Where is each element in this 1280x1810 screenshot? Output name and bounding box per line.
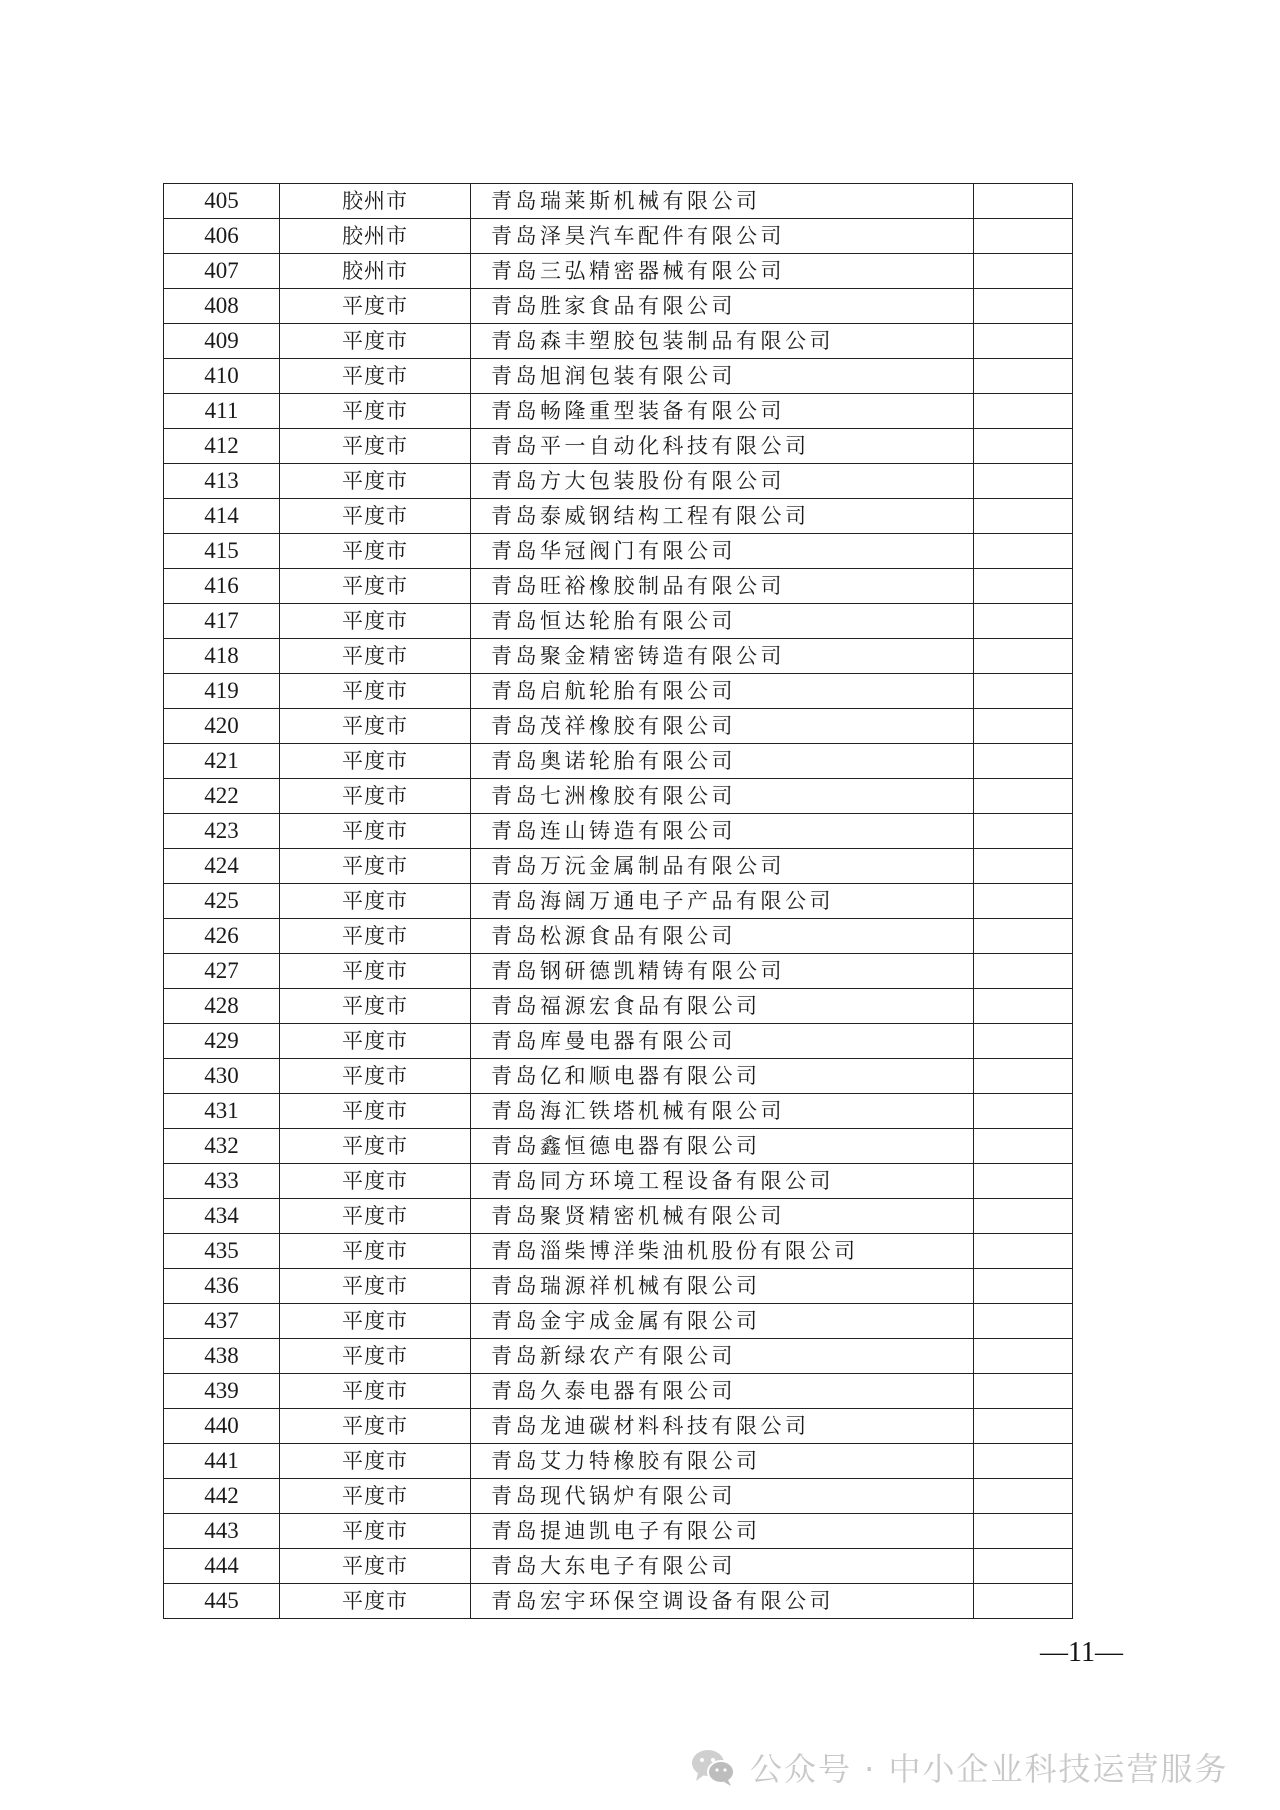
row-number-cell: 445: [164, 1584, 280, 1619]
company-name-cell: 青岛大东电子有限公司: [471, 1549, 974, 1584]
note-cell: [974, 1374, 1073, 1409]
table-row: [164, 849, 1073, 884]
table-row: [164, 429, 1073, 464]
row-number-cell: 444: [164, 1549, 280, 1584]
city-cell: 平度市: [280, 1269, 471, 1304]
note-cell: [974, 954, 1073, 989]
row-number-cell: 423: [164, 814, 280, 849]
table-row: [164, 464, 1073, 499]
row-number-cell: 409: [164, 324, 280, 359]
company-name-cell: 青岛提迪凯电子有限公司: [471, 1514, 974, 1549]
row-number-cell: 430: [164, 1059, 280, 1094]
table-row: [164, 814, 1073, 849]
note-cell: [974, 1059, 1073, 1094]
note-cell: [974, 1269, 1073, 1304]
row-number-cell: 407: [164, 254, 280, 289]
city-cell: 平度市: [280, 429, 471, 464]
city-cell: 平度市: [280, 604, 471, 639]
table-row: [164, 989, 1073, 1024]
company-name-cell: 青岛恒达轮胎有限公司: [471, 604, 974, 639]
note-cell: [974, 254, 1073, 289]
city-cell: 平度市: [280, 534, 471, 569]
city-cell: 平度市: [280, 1094, 471, 1129]
company-name-cell: 青岛聚金精密铸造有限公司: [471, 639, 974, 674]
note-cell: [974, 1479, 1073, 1514]
note-cell: [974, 779, 1073, 814]
table-row: [164, 289, 1073, 324]
note-cell: [974, 744, 1073, 779]
table-row: [164, 674, 1073, 709]
company-name-cell: 青岛松源食品有限公司: [471, 919, 974, 954]
note-cell: [974, 534, 1073, 569]
note-cell: [974, 1094, 1073, 1129]
note-cell: [974, 709, 1073, 744]
city-cell: 平度市: [280, 1199, 471, 1234]
city-cell: 平度市: [280, 324, 471, 359]
note-cell: [974, 1199, 1073, 1234]
company-name-cell: 青岛福源宏食品有限公司: [471, 989, 974, 1024]
note-cell: [974, 289, 1073, 324]
company-name-cell: 青岛奥诺轮胎有限公司: [471, 744, 974, 779]
table-row: [164, 1444, 1073, 1479]
city-cell: 平度市: [280, 289, 471, 324]
note-cell: [974, 464, 1073, 499]
company-name-cell: 青岛平一自动化科技有限公司: [471, 429, 974, 464]
city-cell: 平度市: [280, 1479, 471, 1514]
row-number-cell: 415: [164, 534, 280, 569]
city-cell: 平度市: [280, 1024, 471, 1059]
row-number-cell: 433: [164, 1164, 280, 1199]
note-cell: [974, 1164, 1073, 1199]
city-cell: 平度市: [280, 709, 471, 744]
table-row: [164, 1024, 1073, 1059]
company-name-cell: 青岛方大包装股份有限公司: [471, 464, 974, 499]
row-number-cell: 440: [164, 1409, 280, 1444]
row-number-cell: 435: [164, 1234, 280, 1269]
note-cell: [974, 1584, 1073, 1619]
company-name-cell: 青岛胜家食品有限公司: [471, 289, 974, 324]
note-cell: [974, 989, 1073, 1024]
table-row: [164, 1409, 1073, 1444]
row-number-cell: 411: [164, 394, 280, 429]
company-name-cell: 青岛淄柴博洋柴油机股份有限公司: [471, 1234, 974, 1269]
row-number-cell: 405: [164, 184, 280, 219]
row-number-cell: 426: [164, 919, 280, 954]
city-cell: 平度市: [280, 394, 471, 429]
row-number-cell: 406: [164, 219, 280, 254]
row-number-cell: 429: [164, 1024, 280, 1059]
table-row: [164, 1234, 1073, 1269]
note-cell: [974, 1409, 1073, 1444]
note-cell: [974, 814, 1073, 849]
company-name-cell: 青岛旭润包装有限公司: [471, 359, 974, 394]
company-name-cell: 青岛连山铸造有限公司: [471, 814, 974, 849]
note-cell: [974, 1514, 1073, 1549]
note-cell: [974, 499, 1073, 534]
note-cell: [974, 1024, 1073, 1059]
table-row: [164, 779, 1073, 814]
city-cell: 平度市: [280, 989, 471, 1024]
row-number-cell: 432: [164, 1129, 280, 1164]
city-cell: 平度市: [280, 674, 471, 709]
company-name-cell: 青岛启航轮胎有限公司: [471, 674, 974, 709]
company-name-cell: 青岛久泰电器有限公司: [471, 1374, 974, 1409]
watermark-text: 公众号 · 中小企业科技运营服务: [750, 1750, 1229, 1788]
note-cell: [974, 919, 1073, 954]
table-row: [164, 1094, 1073, 1129]
note-cell: [974, 569, 1073, 604]
note-cell: [974, 604, 1073, 639]
table-row: [164, 1584, 1073, 1619]
note-cell: [974, 1444, 1073, 1479]
company-name-cell: 青岛海阔万通电子产品有限公司: [471, 884, 974, 919]
note-cell: [974, 639, 1073, 674]
city-cell: 平度市: [280, 814, 471, 849]
row-number-cell: 425: [164, 884, 280, 919]
row-number-cell: 416: [164, 569, 280, 604]
city-cell: 平度市: [280, 1409, 471, 1444]
company-name-cell: 青岛畅隆重型装备有限公司: [471, 394, 974, 429]
row-number-cell: 422: [164, 779, 280, 814]
row-number-cell: 417: [164, 604, 280, 639]
note-cell: [974, 394, 1073, 429]
row-number-cell: 414: [164, 499, 280, 534]
table-row: [164, 324, 1073, 359]
table-row: [164, 954, 1073, 989]
company-name-cell: 青岛森丰塑胶包装制品有限公司: [471, 324, 974, 359]
city-cell: 胶州市: [280, 254, 471, 289]
company-name-cell: 青岛亿和顺电器有限公司: [471, 1059, 974, 1094]
company-name-cell: 青岛泽昊汽车配件有限公司: [471, 219, 974, 254]
page-number: —11—: [1040, 1637, 1123, 1668]
row-number-cell: 424: [164, 849, 280, 884]
city-cell: 平度市: [280, 849, 471, 884]
table-row: [164, 254, 1073, 289]
note-cell: [974, 1339, 1073, 1374]
city-cell: 平度市: [280, 884, 471, 919]
note-cell: [974, 1129, 1073, 1164]
note-cell: [974, 1234, 1073, 1269]
row-number-cell: 434: [164, 1199, 280, 1234]
table-row: [164, 1304, 1073, 1339]
note-cell: [974, 324, 1073, 359]
table-row: [164, 1199, 1073, 1234]
company-name-cell: 青岛艾力特橡胶有限公司: [471, 1444, 974, 1479]
note-cell: [974, 674, 1073, 709]
row-number-cell: 439: [164, 1374, 280, 1409]
company-name-cell: 青岛聚贤精密机械有限公司: [471, 1199, 974, 1234]
company-name-cell: 青岛库曼电器有限公司: [471, 1024, 974, 1059]
city-cell: 平度市: [280, 1059, 471, 1094]
company-name-cell: 青岛七洲橡胶有限公司: [471, 779, 974, 814]
company-name-cell: 青岛鑫恒德电器有限公司: [471, 1129, 974, 1164]
table-row: [164, 184, 1073, 219]
company-name-cell: 青岛泰威钢结构工程有限公司: [471, 499, 974, 534]
company-name-cell: 青岛海汇铁塔机械有限公司: [471, 1094, 974, 1129]
city-cell: 平度市: [280, 1549, 471, 1584]
company-name-cell: 青岛钢研德凯精铸有限公司: [471, 954, 974, 989]
row-number-cell: 408: [164, 289, 280, 324]
city-cell: 胶州市: [280, 184, 471, 219]
city-cell: 平度市: [280, 1234, 471, 1269]
city-cell: 平度市: [280, 779, 471, 814]
table-row: [164, 604, 1073, 639]
city-cell: 平度市: [280, 1304, 471, 1339]
wechat-icon: [690, 1747, 736, 1787]
table-row: [164, 1549, 1073, 1584]
table-row: [164, 884, 1073, 919]
city-cell: 平度市: [280, 919, 471, 954]
row-number-cell: 438: [164, 1339, 280, 1374]
watermark: [690, 1742, 1229, 1792]
row-number-cell: 427: [164, 954, 280, 989]
row-number-cell: 418: [164, 639, 280, 674]
table-row: [164, 744, 1073, 779]
city-cell: 平度市: [280, 744, 471, 779]
row-number-cell: 442: [164, 1479, 280, 1514]
row-number-cell: 437: [164, 1304, 280, 1339]
table-row: [164, 1479, 1073, 1514]
company-name-cell: 青岛三弘精密器械有限公司: [471, 254, 974, 289]
company-name-cell: 青岛新绿农产有限公司: [471, 1339, 974, 1374]
note-cell: [974, 219, 1073, 254]
row-number-cell: 421: [164, 744, 280, 779]
row-number-cell: 419: [164, 674, 280, 709]
row-number-cell: 410: [164, 359, 280, 394]
city-cell: 平度市: [280, 954, 471, 989]
table-row: [164, 1059, 1073, 1094]
table-row: [164, 534, 1073, 569]
city-cell: 平度市: [280, 1164, 471, 1199]
city-cell: 平度市: [280, 499, 471, 534]
table-row: [164, 1164, 1073, 1199]
city-cell: 平度市: [280, 359, 471, 394]
table-row: [164, 639, 1073, 674]
table-row: [164, 1514, 1073, 1549]
city-cell: 平度市: [280, 639, 471, 674]
note-cell: [974, 849, 1073, 884]
note-cell: [974, 884, 1073, 919]
company-name-cell: 青岛瑞莱斯机械有限公司: [471, 184, 974, 219]
city-cell: 平度市: [280, 1374, 471, 1409]
company-name-cell: 青岛万沅金属制品有限公司: [471, 849, 974, 884]
note-cell: [974, 429, 1073, 464]
note-cell: [974, 359, 1073, 394]
row-number-cell: 428: [164, 989, 280, 1024]
city-cell: 平度市: [280, 1129, 471, 1164]
table-row: [164, 919, 1073, 954]
row-number-cell: 443: [164, 1514, 280, 1549]
company-name-cell: 青岛宏宇环保空调设备有限公司: [471, 1584, 974, 1619]
company-name-cell: 青岛同方环境工程设备有限公司: [471, 1164, 974, 1199]
company-list-table: [163, 183, 1073, 1619]
row-number-cell: 420: [164, 709, 280, 744]
table-row: [164, 569, 1073, 604]
note-cell: [974, 1304, 1073, 1339]
note-cell: [974, 1549, 1073, 1584]
table-row: [164, 709, 1073, 744]
company-name-cell: 青岛现代锅炉有限公司: [471, 1479, 974, 1514]
city-cell: 平度市: [280, 1514, 471, 1549]
row-number-cell: 436: [164, 1269, 280, 1304]
row-number-cell: 412: [164, 429, 280, 464]
table-row: [164, 394, 1073, 429]
row-number-cell: 431: [164, 1094, 280, 1129]
city-cell: 平度市: [280, 1584, 471, 1619]
city-cell: 平度市: [280, 464, 471, 499]
city-cell: 平度市: [280, 569, 471, 604]
company-name-cell: 青岛龙迪碳材料科技有限公司: [471, 1409, 974, 1444]
table-row: [164, 359, 1073, 394]
company-name-cell: 青岛瑞源祥机械有限公司: [471, 1269, 974, 1304]
city-cell: 平度市: [280, 1339, 471, 1374]
table-row: [164, 499, 1073, 534]
city-cell: 平度市: [280, 1444, 471, 1479]
company-name-cell: 青岛茂祥橡胶有限公司: [471, 709, 974, 744]
city-cell: 胶州市: [280, 219, 471, 254]
company-name-cell: 青岛金宇成金属有限公司: [471, 1304, 974, 1339]
table-row: [164, 1129, 1073, 1164]
table-body: [164, 184, 1073, 1619]
company-name-cell: 青岛华冠阀门有限公司: [471, 534, 974, 569]
row-number-cell: 413: [164, 464, 280, 499]
company-name-cell: 青岛旺裕橡胶制品有限公司: [471, 569, 974, 604]
table-row: [164, 219, 1073, 254]
table-row: [164, 1339, 1073, 1374]
table-row: [164, 1374, 1073, 1409]
note-cell: [974, 184, 1073, 219]
row-number-cell: 441: [164, 1444, 280, 1479]
table-row: [164, 1269, 1073, 1304]
